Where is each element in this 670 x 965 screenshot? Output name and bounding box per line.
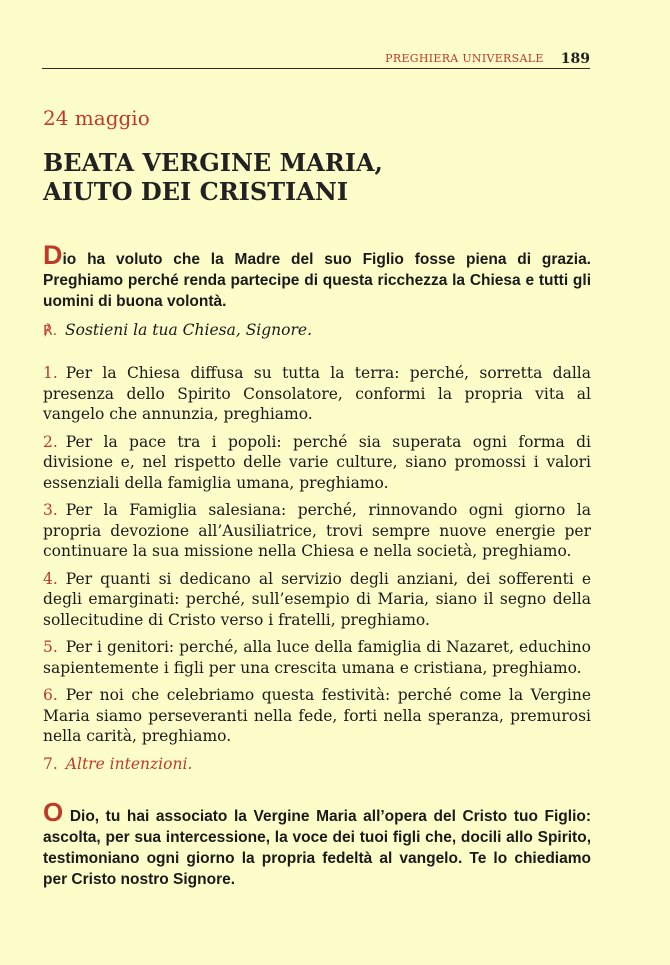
feast-title-line-1: BEATA VERGINE MARIA, [43, 148, 383, 177]
response-text: Sostieni la tua Chiesa, Signore. [65, 321, 313, 339]
section-title: PREGHIERA UNIVERSALE [385, 52, 544, 65]
feast-title-line-2: AIUTO DEI CRISTIANI [43, 177, 349, 206]
intention-item [43, 569, 591, 631]
intention-number: 2. [43, 432, 58, 451]
intention-text: Per i genitori: perché, alla luce della famiglia di Nazaret, educhino sapientemente i figli per una crescita umana e cristiana, preghiamo. [43, 638, 591, 677]
intention-text: Per quanti si dedicano al servizio degli anziani, dei sofferenti e degli emarginati: perché, sull’esempio di Maria, siano il segno della sollecitudine di Cristo verso i fratelli, preghiamo. [43, 569, 591, 629]
intention-number: 5. [43, 638, 58, 656]
intention-number: 4. [43, 569, 58, 588]
intention-text: Per la pace tra i popoli: perché sia superata ogni forma di divisione e, nel rispetto delle varie culture, siano promossi i valori essenziali della famiglia umana, preghiamo. [43, 432, 591, 492]
intro-text: io ha voluto che la Madre del suo Figlio fosse piena di grazia. Preghiamo perché renda partecipe di questa ricchezza la Chiesa e tutti gli uomini di buona volontà. [43, 251, 591, 310]
intention-text: Per la Chiesa diffusa su tutta la terra: perché, sorretta dalla presenza dello Spirito Consolatore, conformi la propria vita al vangelo che annunzia, preghiamo. [43, 364, 591, 423]
feast-date: 24 maggio [43, 106, 150, 130]
intention-number: 7. [43, 754, 58, 773]
intention-item [43, 754, 591, 775]
intention-item [43, 685, 591, 747]
intention-number: 6. [43, 686, 58, 704]
closing-prayer [43, 797, 591, 890]
intention-item [43, 637, 591, 678]
intention-number: 1. [43, 364, 58, 382]
prayer-text: Dio, tu hai associato la Vergine Maria all’opera del Cristo tuo Figlio: ascolta, per sua intercessione, la voce dei tuoi figli che, docili allo Spirito, testimoniano ogni giorno la propria fedeltà al vangelo. Te lo chiediamo per Cristo nostro Signore. [43, 808, 591, 888]
intention-text: Altre intenzioni. [65, 754, 193, 773]
intention-text: Per la Famiglia salesiana: perché, rinnovando ogni giorno la propria devozione all’Ausiliatrice, trovi sempre nuove energie per continuare la sua missione nella Chiesa e nella società, preghiamo. [43, 501, 591, 560]
intention-text: Per noi che celebriamo questa festività: perché come la Vergine Maria siamo perseveranti nella fede, forti nella speranza, premurosi nella carità, preghiamo. [43, 686, 591, 745]
intention-item [43, 363, 591, 425]
intention-number: 3. [43, 501, 58, 519]
intro-initial: D [43, 240, 63, 270]
intention-item [43, 432, 591, 494]
intention-item [43, 500, 591, 562]
response-symbol: ℟. [43, 323, 58, 339]
feast-title [43, 148, 383, 206]
response-line [43, 321, 312, 339]
intentions-list [43, 363, 591, 781]
page-number: 189 [560, 51, 590, 67]
intro-paragraph [43, 240, 591, 312]
page-header [42, 48, 590, 69]
prayer-initial: O [43, 797, 64, 827]
